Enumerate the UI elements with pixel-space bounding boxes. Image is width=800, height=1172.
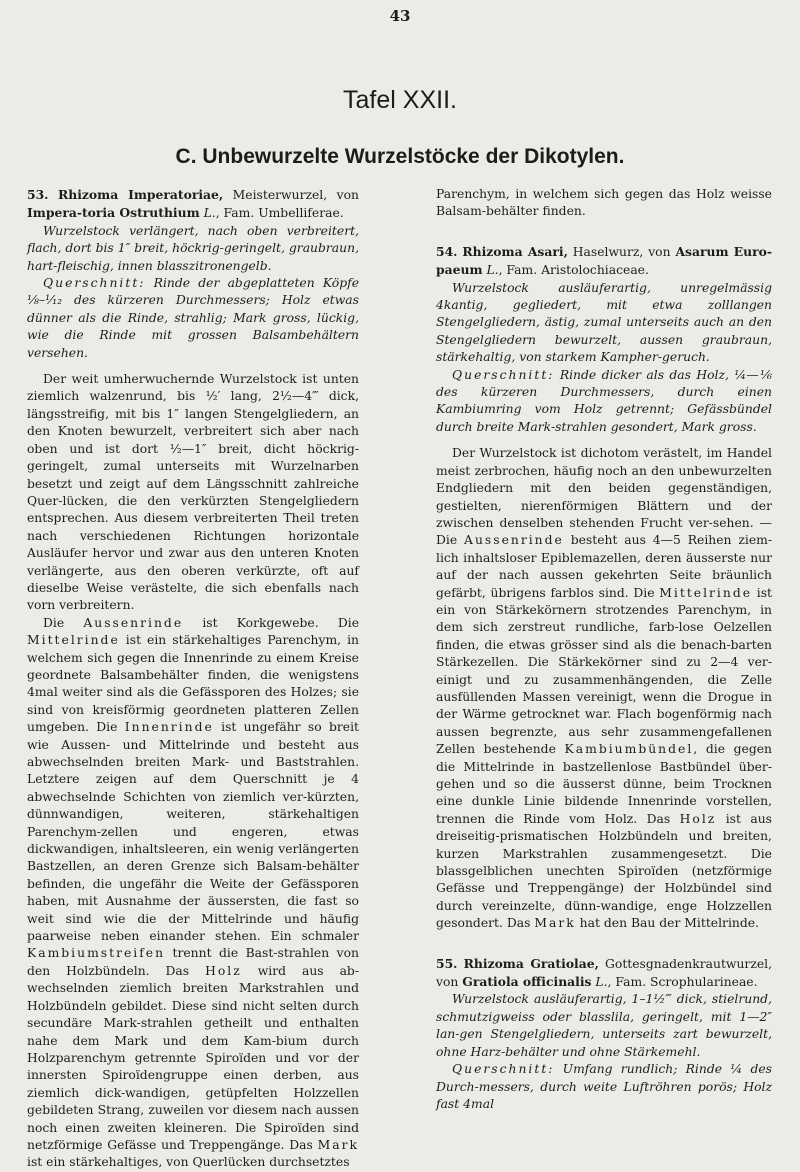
text-run: Die [43,615,84,630]
term-mark: Mark [534,916,576,931]
entry-53-continuation: Parenchym, in welchem sich gegen das Holz weisse Balsam-behälter finden. [436,187,772,219]
entry-53-heading [27,186,359,223]
text-run: ist ein von Stärkekörnern strotzendes Parenchym, in dem sich zerstreut rundliche, farb-lose Oelzellen finden, die etwas grösser sind als die benach-barten Stärkezellen. Die Stärkekörner sind zu 2—4 ver-einigt und zu zusammenhängenden, die Zelle ausfüllenden Massen vereinigt, wenn die Drogue in der Wärme getrocknet war. Flach bogenförmig nach aussen begrenzte, aus sehr zusammengefallenen Zellen bestehende [436,585,772,757]
entry-54-source-plant: Asarum Euro-paeum [436,243,772,278]
entry-53-cross-section-label: Querschnitt: [43,276,146,291]
plate-title: Tafel XXII. [343,86,457,114]
entry-55-heading [436,955,772,992]
entry-53-cross-section-text: Rinde der abgeplatteten Köpfe ⅛–¹⁄₁₂ des kürzeren Durchmessers; Holz etwas dünner als die Rinde, strahlig; Mark gross, lückig, wie die Rinde mit grossen Balsambehältern versehen. [27,276,359,360]
term-aussenrinde: Aussenrinde [464,533,564,548]
entry-54-family: , Fam. Aristolochiaceae. [498,263,649,278]
text-run: besteht aus 4—5 Reihen ziem-lich inhaltsloser Epiblemazellen, deren äusserste nur auf der nach aussen gekehrten Seite bräunlich gefärbt, übrigens farblos sind. Die [436,533,772,600]
text-run: ist ungefähr so breit wie Aussen- und Mittelrinde und besteht aus abwechselnden breiten Mark- und Baststrahlen. Letztere zeigen auf dem Querschnitt je 4 abwechselnde Schichten von ziemlich ver-kürzten, dünnwandigen, weiteren, stärkehaltigen Parenchym-zellen und engeren, etwas dickwandigen, inhaltsleeren, ein wenig verlängerten Bastzellen, an deren Grenze sich Balsam-behälter befinden, die ungefähr die Weite der Gefässporen haben, mit Ausnahme der äussersten, die fast so weit sind wie die der Mittelrinde und häufig paarweise neben einander stehen. Ein schmaler [27,720,359,944]
entry-54-german-name: Haselwurz, von [567,244,676,259]
entry-54-paragraph-1 [436,445,772,932]
text-run: ist aus dreiseitig-prismatischen Holzbündeln und breiten, kurzen Markstrahlen zusammengesetzt. Die blassgelblichen unechten Spiroïden (netzförmige Gefässe und Treppengänge) der Holzbündel sind durch vereinzelte, dünn-wandige, enge Holzzellen gesondert. Das [436,811,772,931]
term-mark: Mark [317,1137,359,1152]
text-run: wird aus ab-wechselnden ziemlich breiten Markstrahlen und Holzbündeln gebildet. Diese sind nicht selten durch secundäre Mark-strahlen getheilt und enthalten nahe dem Mark und dem Kam-bium durch Holzparenchym getrennte Spiroïden und vor der innersten Spiroïdengruppe einen derben, aus ziemlich dick-wandigen, getüpfelten Holzzellen gebildeten Strang, zuweilen vor diesem nach aussen noch einen zweiten kleineren. Die Spiroïden sind netzförmige Gefässe und Treppengänge. Das [27,963,359,1152]
right-column [436,186,772,1113]
term-holz: Holz [679,811,717,826]
entry-53-number: 53. [27,187,49,202]
entry-55-latin-name: Rhizoma Gratiolae, [463,955,599,971]
left-column [27,186,359,1172]
entry-55-number: 55. [436,955,458,971]
term-mittelrinde: Mittelrinde [27,633,120,648]
entry-53-latin-name: Rhizoma Imperatoriae, [57,187,224,202]
entry-54-latin-name: Rhizoma Asari, [462,243,568,259]
entry-54-cross-section [436,367,772,437]
text-run: hat den Bau der Mittelrinde. [575,916,759,931]
entry-55-family: , Fam. Scrophularineae. [607,975,758,990]
entry-55-cross-section-label: Querschnitt: [452,1062,555,1077]
term-innenrinde: Innenrinde [124,720,214,735]
entry-55-author: L. [591,975,608,990]
entry-53-cross-section [27,275,359,362]
term-aussenrinde: Aussenrinde [83,615,184,630]
term-kambiumstreifen: Kambiumstreifen [27,946,166,961]
text-run: Der Wurzelstock ist dichotom verästelt, im Handel meist zerbrochen, häufig noch an den unbewurzelten Endgliedern mit den beiden gegenständigen, gestielten, nierenförmigen Blättern und der zwischen denselben stehenden Frucht ver-sehen. — Die [436,446,772,548]
section-title: C. Unbewurzelte Wurzelstöcke der Dikotylen. [175,145,625,168]
entry-55-cross-section [436,1061,772,1113]
entry-53-german-name: Meisterwurzel, von [223,188,359,202]
entry-53-paragraph-2 [27,615,359,1172]
entry-54-heading [436,243,772,280]
entry-54-cross-section-label: Querschnitt: [452,367,555,382]
page-number: 43 [389,7,411,25]
term-kambiumbuendel: Kambiumbündel [564,742,694,757]
entry-55-cross-section-text: Umfang rundlich; Rinde ¼ des Durch-messers, durch weite Luftröhren porös; Holz fast 4mal [436,1062,772,1111]
text-run: ist Korkgewebe. Die [183,615,359,630]
entry-53-paragraph-1: Der weit umherwuchernde Wurzelstock ist unten ziemlich walzenrund, bis ½′ lang, 2½—4‴ dick, längsstreifig, mit bis 1″ langen Stengelgliedern, an den Knoten bewurzelt, verbreitert sich aber nach oben und ist dort ½—1″ breit, dicht höckrig-geringelt, zumal unterseits mit Wurzelnarben besetzt und zeigt auf dem Längsschnitt zahlreiche Quer-lücken, die den verkürzten Stengelgliedern entsprechen. Aus diesem verbreiterten Theil treten nach verschiedenen Richtungen horizontale Ausläufer hervor und zwar aus den unteren Knoten verlängerte, aus den oberen verkürzte, oft auf dieselbe Weise verästelte, die sich ebenfalls nach vorn verbreitern. [27,372,359,613]
entry-54-number: 54. [436,243,458,259]
entry-53-family: , Fam. Umbelliferae. [215,206,344,221]
entry-55-diagnosis: Wurzelstock ausläuferartig, 1–1½‴ dick, stielrund, schmutzigweiss oder blasslila, geringelt, mit 1—2″ lan-gen Stengelgliedern, unterseits zart bewurzelt, ohne Harz-behälter und ohne Stärkemehl. [436,992,772,1059]
text-run: , die gegen die Mittelrinde in bastzellenlose Bastbündel über-gehen und so die äusserst dünne, beim Trocknen eine dunkle Linie bildende Innenrinde vorstellen, trennen die Rinde vom Holz. Das [436,742,772,826]
entry-54-author: L. [482,263,499,278]
entry-54-cross-section-text: Rinde dicker als das Holz, ¼—⅙ des kürzeren Durchmessers, durch einen Kambiumring vom Holz getrennt; Gefässbündel durch breite Mark-strahlen gesondert, Mark gross. [436,367,772,434]
entry-54-diagnosis: Wurzelstock ausläuferartig, unregelmässig 4kantig, gegliedert, mit etwa zolllangen Stengelgliedern, ästig, zumal unterseits auch an den Stengelgliedern bewurzelt, aussen graubraun, stärkehaltig, von starkem Kampher-geruch. [436,280,772,365]
term-mittelrinde: Mittelrinde [659,585,753,600]
text-run: trennt die Bast-strahlen von den Holzbündeln. Das [27,946,359,978]
text-run: ist ein stärkehaltiges Parenchym, in welchem sich gegen die Innenrinde zu einem Kreise geordnete Balsambehälter finden, die wenigstens 4mal weiter sind als die Gefässporen des Holzes; sie sind von kreisförmig geordneten platteren Zellen umgeben. Die [27,633,359,735]
entry-55-german-name: Gottesgnadenkrautwurzel, von [436,956,772,990]
entry-53-diagnosis: Wurzelstock verlängert, nach oben verbreitert, flach, dort bis 1″ breit, höckrig-geringelt, graubraun, hart-fleischig, innen blasszitronengelb. [27,223,359,273]
entry-53-source-plant: Impera-toria Ostruthium [27,205,200,221]
term-holz: Holz [205,963,242,978]
entry-55-source-plant: Gratiola officinalis [462,974,592,990]
text-run: ist ein stärkehaltiges, von Querlücken durchsetztes [27,1155,350,1170]
entry-53-author: L. [199,206,216,221]
